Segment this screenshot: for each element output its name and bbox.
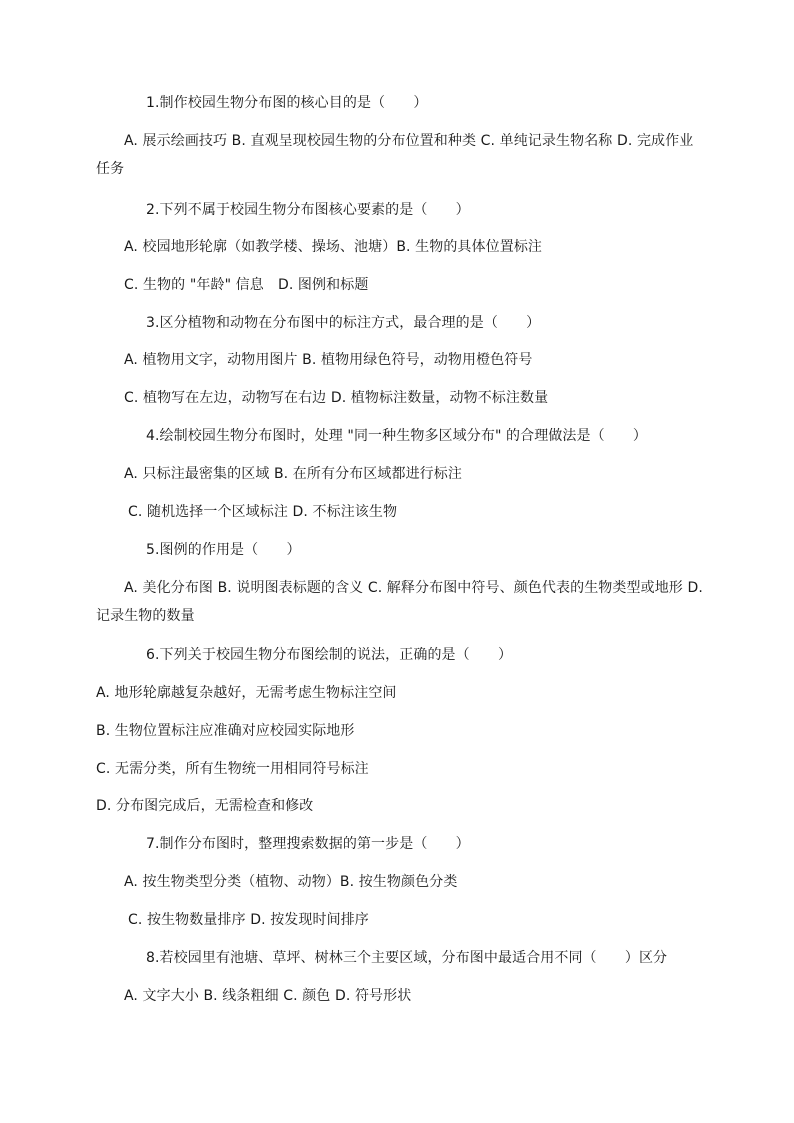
- question-7-option-line-2: C. 按生物数量排序 D. 按发现时间排序: [128, 912, 369, 928]
- question-4-option-line-1: A. 只标注最密集的区域 B. 在所有分布区域都进行标注: [124, 466, 462, 482]
- question-6-option-b: B. 生物位置标注应准确对应校园实际地形: [96, 723, 355, 739]
- question-2-stem: 2.下列不属于校园生物分布图核心要素的是（ ）: [146, 202, 470, 218]
- question-3-option-line-2: C. 植物写在左边，动物写在右边 D. 植物标注数量，动物不标注数量: [124, 390, 549, 406]
- question-4-option-line-2: C. 随机选择一个区域标注 D. 不标注该生物: [128, 504, 398, 520]
- question-1-stem: 1.制作校园生物分布图的核心目的是（ ）: [146, 95, 428, 111]
- question-2-option-line-2: C. 生物的 "年龄" 信息 D. 图例和标题: [124, 277, 369, 293]
- question-6-option-c: C. 无需分类，所有生物统一用相同符号标注: [96, 761, 369, 777]
- question-3-option-line-1: A. 植物用文字，动物用图片 B. 植物用绿色符号，动物用橙色符号: [124, 352, 533, 368]
- question-6-option-a: A. 地形轮廓越复杂越好，无需考虑生物标注空间: [96, 685, 397, 701]
- question-8-options: A. 文字大小 B. 线条粗细 C. 颜色 D. 符号形状: [124, 988, 412, 1004]
- question-2-option-line-1: A. 校园地形轮廓（如教学楼、操场、池塘）B. 生物的具体位置标注: [124, 239, 543, 255]
- question-7-stem: 7.制作分布图时，整理搜索数据的第一步是（ ）: [146, 836, 470, 852]
- question-5-options: A. 美化分布图 B. 说明图表标题的含义 C. 解释分布图中符号、颜色代表的生物类型或地形 D. 记录生物的数量: [96, 580, 703, 624]
- question-8-stem: 8.若校园里有池塘、草坪、树林三个主要区域，分布图中最适合用不同（ ）区分: [146, 950, 668, 966]
- question-5-stem: 5.图例的作用是（ ）: [146, 542, 301, 558]
- question-6-stem: 6.下列关于校园生物分布图绘制的说法，正确的是（ ）: [146, 647, 513, 663]
- question-7-option-line-1: A. 按生物类型分类（植物、动物）B. 按生物颜色分类: [124, 874, 458, 890]
- question-1-options: A. 展示绘画技巧 B. 直观呈现校园生物的分布位置和种类 C. 单纯记录生物名称 D. 完成作业任务: [96, 133, 694, 177]
- question-3-stem: 3.区分植物和动物在分布图中的标注方式，最合理的是（ ）: [146, 315, 541, 331]
- question-6-option-d: D. 分布图完成后，无需检查和修改: [96, 798, 314, 814]
- question-4-stem: 4.绘制校园生物分布图时，处理 "同一种生物多区域分布" 的合理做法是（ ）: [146, 428, 648, 444]
